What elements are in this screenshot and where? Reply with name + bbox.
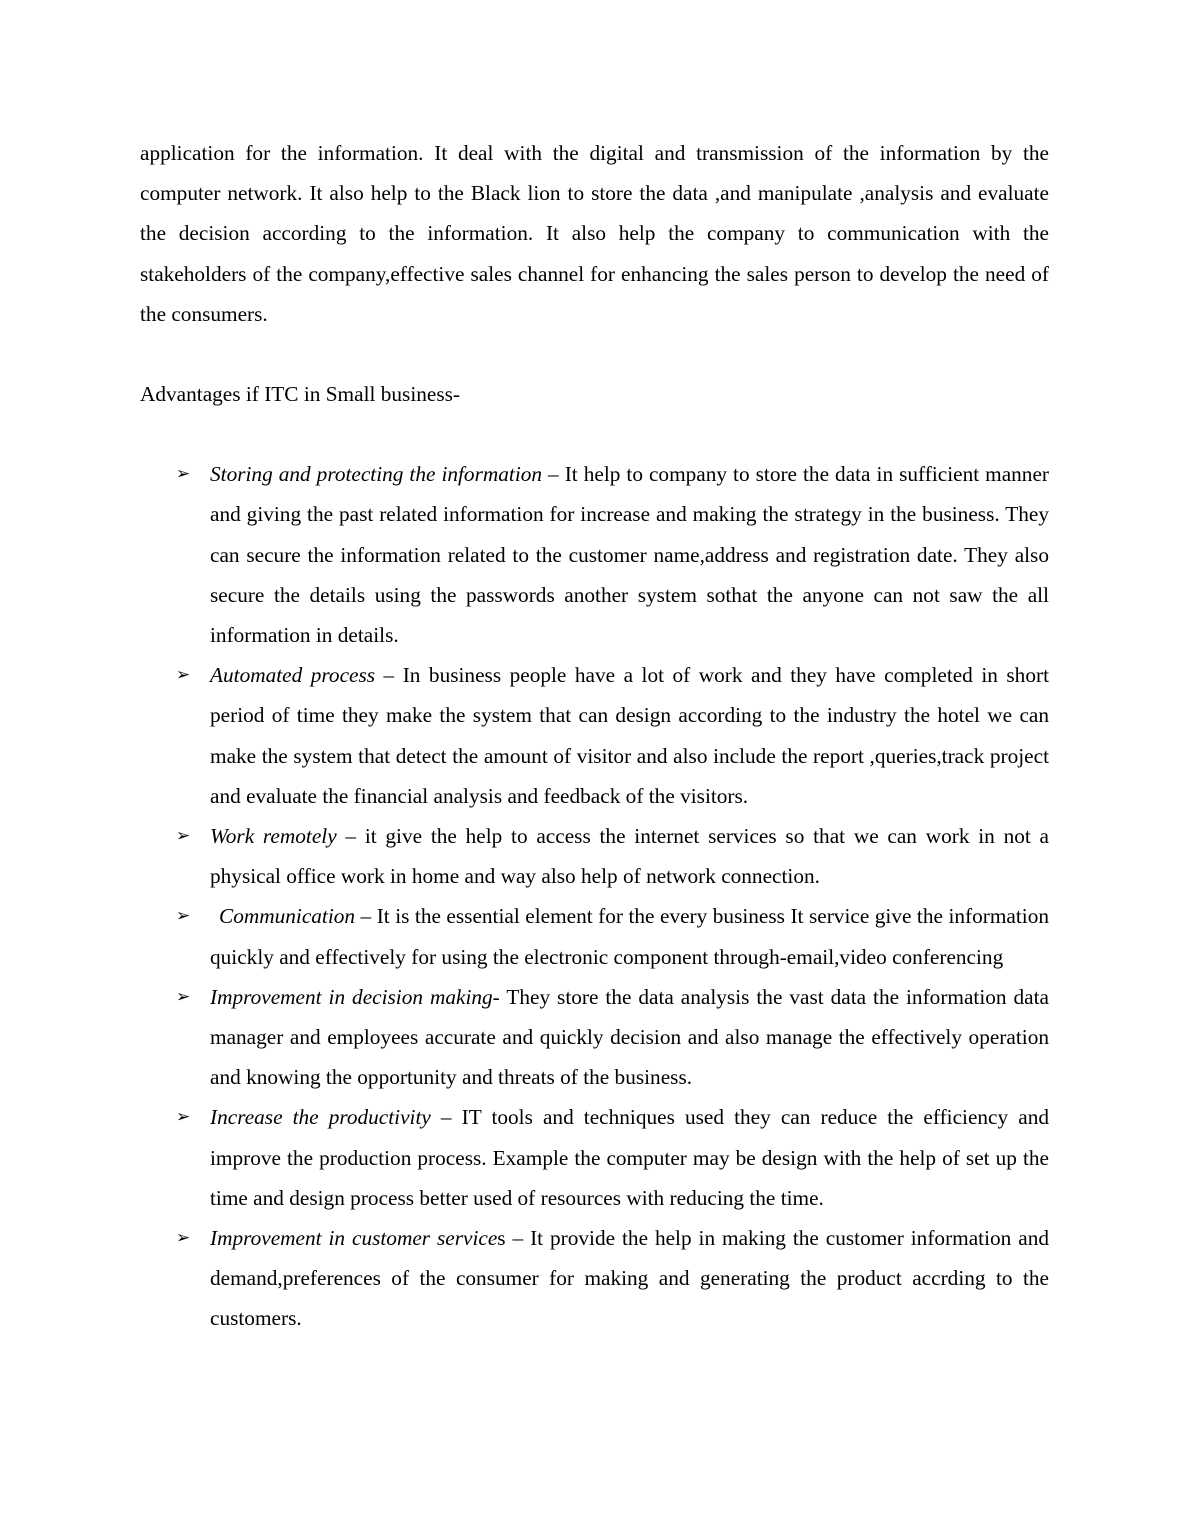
arrow-bullet-icon: ➢ (176, 986, 191, 1007)
arrow-bullet-icon: ➢ (176, 1228, 191, 1249)
advantage-text: – It help to company to store the data in sufficient manner and giving the past related information for increase and making the strategy in the business. They can secure the information related to the customer name,address and registration date. They also secure the details using the passwords another system sothat the anyone can not saw the all information in details. (210, 462, 1049, 648)
advantage-term: Improvement in customer service (210, 1226, 498, 1251)
advantages-list (140, 454, 1049, 1338)
arrow-bullet-icon: ➢ (176, 826, 191, 847)
arrow-bullet-icon: ➢ (176, 1107, 191, 1128)
arrow-bullet-icon: ➢ (176, 665, 191, 686)
advantage-text: – In business people have a lot of work and they have completed in short period of time they make the system that can design according to the industry the hotel we can make the system that detect the amount of visitor and also include the report ,queries,track project and evaluate the financial analysis and feedback of the visitors. (210, 663, 1049, 808)
advantage-text: s – It provide the help in making the customer information and demand,preferences of the consumer for making and generating the product accrding to the customers. (210, 1226, 1049, 1331)
list-item (140, 1097, 1049, 1218)
list-item (140, 1218, 1049, 1339)
arrow-bullet-icon: ➢ (176, 464, 191, 485)
list-item (140, 977, 1049, 1098)
advantage-term: Automated process (210, 663, 376, 688)
list-item (140, 816, 1049, 896)
list-item (140, 454, 1049, 655)
advantage-term: Storing and protecting the information (210, 462, 543, 487)
list-item (140, 655, 1049, 816)
advantage-text: – It is the essential element for the every business It service give the information quickly and effectively for using the electronic component through-email,video conferencing (210, 904, 1049, 969)
list-item (140, 896, 1049, 976)
advantage-term: Communication (219, 904, 356, 929)
advantage-term: Increase the productivity (210, 1105, 431, 1130)
advantage-text: They store the data analysis the vast data the information data manager and employees accurate and quickly decision and also manage the effectively operation and knowing the opportunity and threats of the business. (210, 984, 1049, 1090)
arrow-bullet-icon: ➢ (176, 906, 191, 927)
advantage-term: Work remotely (210, 824, 337, 849)
document-page (140, 133, 1049, 1339)
advantage-text: – IT tools and techniques used they can reduce the efficiency and improve the production process. Example the computer may be design with the help of set up the time and design process better used of resources with reducing the time. (210, 1105, 1049, 1210)
section-heading: Advantages if ITC in Small business- (140, 382, 461, 407)
intro-paragraph: application for the information. It deal with the digital and transmission of the information by the computer network. It also help to the Black lion to store the data ,and manipulate ,analysis and evaluate the decision according to the information. It also help the company to communication with the stakeholders of the company,effective sales channel for enhancing the sales person to develop the need of the consumers. (140, 141, 1049, 326)
advantage-text: – it give the help to access the internet services so that we can work in not a physical office work in home and way also help of network connection. (210, 824, 1049, 889)
advantage-term: Improvement in decision making- (210, 984, 500, 1009)
